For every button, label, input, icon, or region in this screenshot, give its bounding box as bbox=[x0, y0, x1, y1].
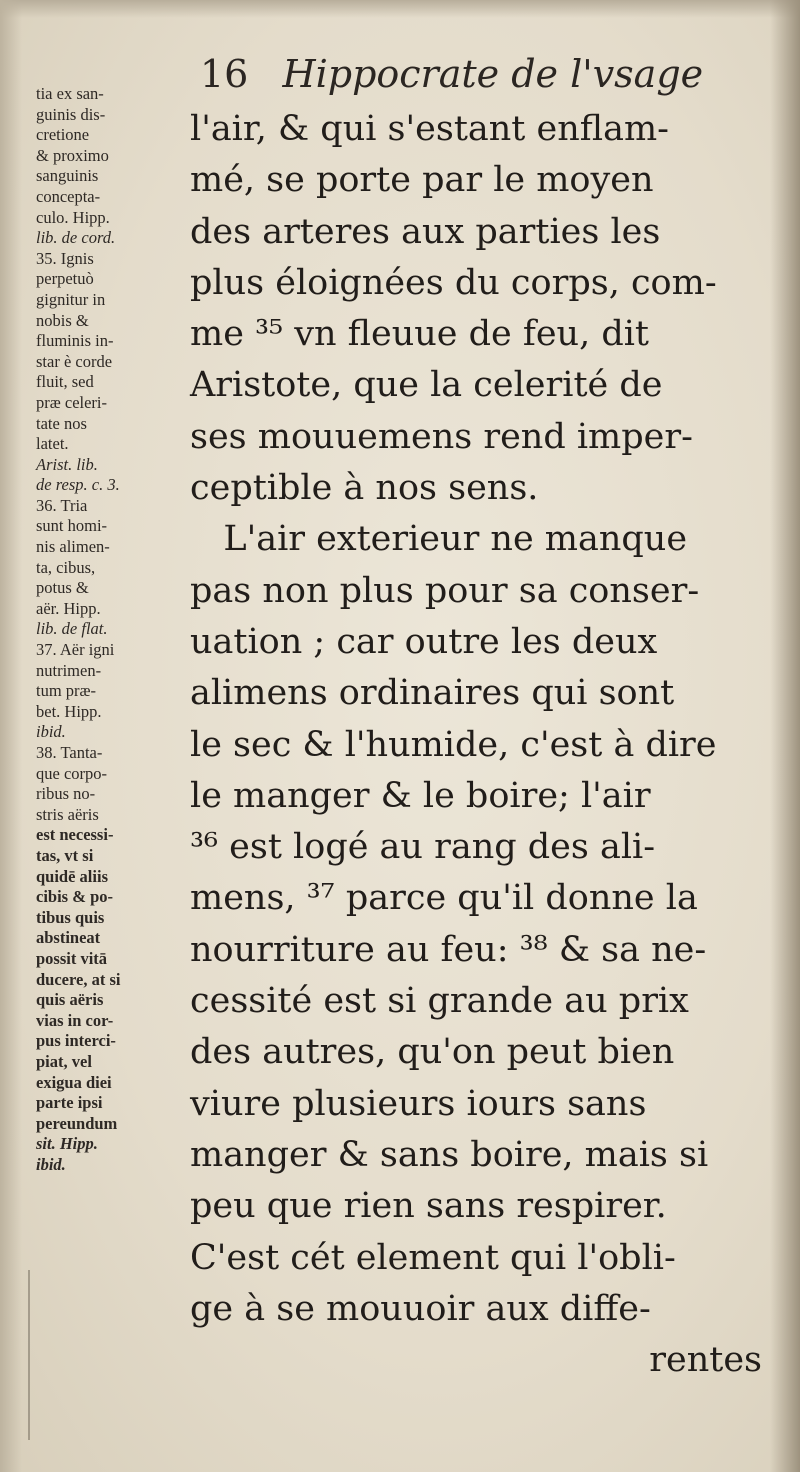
side-note-line: cibis & po- bbox=[36, 887, 114, 907]
side-note-line: ibid. bbox=[36, 1154, 66, 1174]
side-note-line: latet. bbox=[36, 434, 69, 454]
side-note-line: quis aëris bbox=[36, 990, 104, 1010]
running-header bbox=[200, 52, 760, 102]
side-note-line: possit vitā bbox=[36, 948, 108, 968]
text-line: le manger & le boire; l'air bbox=[190, 775, 651, 816]
side-note-line: 37. Aër igni bbox=[36, 640, 115, 660]
side-note-line: Arist. lib. bbox=[36, 454, 98, 474]
text-line: uation ; car outre les deux bbox=[190, 621, 658, 662]
side-note-line: 35. Ignis bbox=[36, 248, 94, 268]
text-line: ses mouuemens rend imper- bbox=[190, 416, 693, 457]
page-number: 16 bbox=[200, 52, 249, 96]
side-note-line: tum præ- bbox=[36, 681, 97, 701]
side-note-line: vias in cor- bbox=[36, 1010, 114, 1030]
text-line: plus éloignées du corps, com- bbox=[190, 262, 717, 303]
side-note-line: concepta- bbox=[36, 186, 101, 206]
text-line: manger & sans boire, mais si bbox=[190, 1134, 709, 1175]
side-note-line: 36. Tria bbox=[36, 495, 88, 515]
side-note-line: quidē aliis bbox=[36, 866, 108, 886]
text-line: alimens ordinaires qui sont bbox=[190, 673, 675, 714]
text-line: mé, se porte par le moyen bbox=[190, 160, 654, 201]
side-note-line: perpetuò bbox=[36, 269, 94, 289]
side-note-line: aër. Hipp. bbox=[36, 598, 101, 618]
side-note-line: tibus quis bbox=[36, 907, 105, 927]
text-line: L'air exterieur ne manque bbox=[190, 519, 688, 560]
text-line: C'est cét element qui l'obli- bbox=[190, 1237, 676, 1278]
side-note-line: abstineat bbox=[36, 928, 101, 948]
text-line: me ³⁵ vn fleuue de feu, dit bbox=[190, 314, 649, 355]
side-note-line: lib. de cord. bbox=[36, 228, 116, 248]
side-note-line: de resp. c. 3. bbox=[36, 475, 120, 495]
side-note-line: star è corde bbox=[36, 351, 113, 371]
side-note-line: potus & bbox=[36, 578, 89, 598]
side-note-line: culo. Hipp. bbox=[36, 207, 110, 227]
side-note-line: fluit, sed bbox=[36, 372, 94, 392]
side-note-line: cretione bbox=[36, 125, 90, 145]
side-note-line: gignitur in bbox=[36, 289, 106, 309]
text-line: cessité est si grande au prix bbox=[190, 981, 689, 1022]
side-note-line: sunt homi- bbox=[36, 516, 108, 536]
side-note-line: exigua diei bbox=[36, 1072, 112, 1092]
margin-bracket bbox=[28, 1270, 30, 1440]
text-line: mens, ³⁷ parce qu'il donne la bbox=[190, 878, 698, 919]
text-line: Aristote, que la celerité de bbox=[190, 365, 663, 406]
side-note-line: guinis dis- bbox=[36, 104, 106, 124]
page-gutter-shadow bbox=[0, 0, 22, 1472]
page-top-shadow bbox=[0, 0, 800, 18]
main-text bbox=[190, 104, 770, 1386]
side-note-line: est necessi- bbox=[36, 825, 114, 845]
side-note-line: ducere, at si bbox=[36, 969, 121, 989]
running-title: Hippocrate de l'vsage bbox=[282, 52, 704, 96]
text-line: ³⁶ est logé au rang des ali- bbox=[190, 827, 656, 868]
side-note-line: nis alimen- bbox=[36, 537, 110, 557]
text-line: l'air, & qui s'estant enflam- bbox=[190, 109, 669, 149]
catchword: rentes bbox=[649, 1340, 762, 1381]
text-line: viure plusieurs iours sans bbox=[190, 1083, 647, 1124]
side-note-line: tia ex san- bbox=[36, 84, 104, 103]
side-note-line: lib. de flat. bbox=[36, 619, 108, 639]
text-line: le sec & l'humide, c'est à dire bbox=[190, 724, 717, 765]
side-note-line: ta, cibus, bbox=[36, 557, 96, 577]
text-line: ceptible à nos sens. bbox=[190, 468, 539, 509]
side-note-line: ibid. bbox=[36, 722, 66, 742]
side-note-line: parte ipsi bbox=[36, 1093, 103, 1113]
page-edge-shadow bbox=[770, 0, 800, 1472]
side-note-line: que corpo- bbox=[36, 763, 108, 783]
side-note-line: 38. Tanta- bbox=[36, 743, 103, 762]
marginal-notes bbox=[36, 84, 186, 1175]
text-line: ge à se mouuoir aux diffe- bbox=[190, 1288, 651, 1329]
side-note-line: nutrimen- bbox=[36, 660, 102, 680]
side-note-line: pus interci- bbox=[36, 1031, 116, 1051]
side-note-line: sanguinis bbox=[36, 166, 99, 186]
side-note-line: & proximo bbox=[36, 145, 109, 165]
side-note-line: tas, vt si bbox=[36, 845, 94, 865]
text-line: pas non plus pour sa conser- bbox=[190, 570, 700, 611]
side-note-line: fluminis in- bbox=[36, 331, 114, 351]
side-note-line: stris aëris bbox=[36, 804, 99, 824]
text-line: des autres, qu'on peut bien bbox=[190, 1032, 675, 1073]
side-note-line: præ celeri- bbox=[36, 392, 108, 412]
side-note-line: piat, vel bbox=[36, 1051, 92, 1071]
side-note-line: pereundum bbox=[36, 1113, 118, 1133]
side-note-line: tate nos bbox=[36, 413, 87, 433]
text-line: des arteres aux parties les bbox=[190, 211, 661, 252]
side-note-line: sit. Hipp. bbox=[36, 1134, 98, 1154]
side-note-line: nobis & bbox=[36, 310, 89, 330]
side-note-line: bet. Hipp. bbox=[36, 701, 102, 721]
text-line: nourriture au feu: ³⁸ & sa ne- bbox=[190, 929, 707, 970]
side-note-line: ribus no- bbox=[36, 784, 96, 804]
text-line: peu que rien sans respirer. bbox=[190, 1186, 667, 1227]
